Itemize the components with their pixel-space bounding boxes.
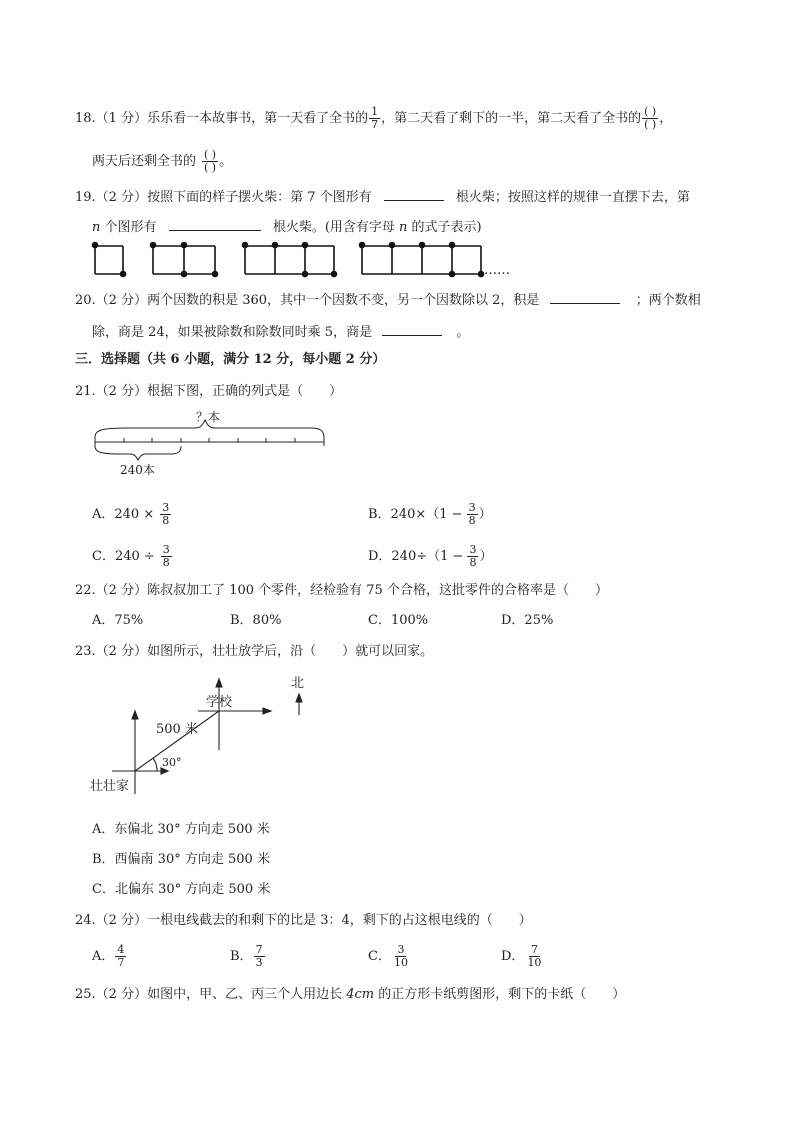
fraction-numerator: 7 <box>530 943 538 956</box>
q21-option-b-text: B．240×（1 − <box>368 507 463 522</box>
q24-option-b-fraction <box>254 944 265 969</box>
section-3-header: 三．选择题（共 6 小题，满分 12 分，每小题 2 分） <box>75 352 386 367</box>
fraction-numerator: 3 <box>397 943 405 956</box>
q19-text-3: 个图形有 <box>104 220 157 235</box>
angle-arc <box>153 758 157 771</box>
q24-option-a-label: A． <box>92 949 115 964</box>
q18-line2 <box>92 149 232 174</box>
label-home: 壮壮家 <box>90 779 130 794</box>
q19-line1 <box>75 186 690 207</box>
q22-stem: 22.（2 分）陈叔叔加工了 100 个零件，经检验有 75 个合格，这批零件的合格率是（ ） <box>75 583 608 598</box>
q22-option-b[interactable]: B．80% <box>230 613 282 628</box>
fraction-numerator: ( ) <box>644 105 657 118</box>
q21-segment-diagram <box>90 410 340 480</box>
q21-option-c-fraction <box>161 544 172 569</box>
q24-option-c-label: C． <box>368 949 391 964</box>
fraction-numerator: ( ) <box>204 148 217 161</box>
label-angle: 30° <box>162 756 182 769</box>
q23-option-b[interactable]: B．西偏南 30° 方向走 500 米 <box>92 852 270 867</box>
q19-text-4: 根火柴。(用含有字母 <box>272 220 395 235</box>
fraction-denominator: 10 <box>527 956 542 969</box>
matchstick-figures <box>90 238 530 278</box>
q24-option-a[interactable] <box>92 944 127 969</box>
q21-option-d-fraction <box>467 544 478 569</box>
q18-text-1: 18.（1 分）乐乐看一本故事书，第一天看了全书的 <box>75 111 369 126</box>
q20-blank-1[interactable] <box>550 289 620 304</box>
q21-option-c[interactable] <box>92 544 173 569</box>
q24-option-c[interactable] <box>368 944 411 969</box>
fraction-denominator: 8 <box>468 514 476 527</box>
q24-option-a-fraction <box>115 944 126 969</box>
q19-text-5: 的式子表示) <box>411 220 482 235</box>
matchstick-figure-2 <box>151 243 218 277</box>
q20-blank-2[interactable] <box>382 321 442 336</box>
q18-answer-fraction-2[interactable] <box>202 149 218 174</box>
fraction-denominator: 8 <box>469 556 477 569</box>
fraction-numerator: 3 <box>469 543 477 556</box>
q21-option-d-close: ） <box>479 549 493 564</box>
q25-text-1: 25.（2 分）如图中，甲、乙、丙三个人用边长 <box>75 987 343 1002</box>
q19-var-n: n <box>92 220 101 235</box>
q18-text-4: 两天后还剩全书的 <box>92 154 197 169</box>
q21-bottom-brace <box>95 446 181 460</box>
fraction-numerator: 4 <box>117 943 125 956</box>
q21-option-a-fraction <box>160 502 171 527</box>
q21-option-d-text: D．240÷（1 − <box>368 549 464 564</box>
fraction-denominator: 7 <box>117 956 125 969</box>
fraction-denominator: ( ) <box>204 161 217 174</box>
q18-text-3: ， <box>659 111 673 126</box>
fraction-numerator: 3 <box>162 543 170 556</box>
matchstick-figure-4 <box>360 243 484 277</box>
label-distance: 500 米 <box>156 722 198 737</box>
q18-line1 <box>75 106 672 131</box>
q20-text-3: 除，商是 24，如果被除数和除数同时乘 5，商是 <box>92 325 373 340</box>
matchstick-ellipsis: …… <box>484 263 510 278</box>
fraction-denominator: 8 <box>162 514 170 527</box>
q18-text-5: 。 <box>219 154 233 169</box>
fraction-denominator: ( ) <box>644 118 657 131</box>
q25-side-length: 4cm <box>346 987 375 1002</box>
q21-option-c-text: C．240 ÷ <box>92 549 155 564</box>
q24-option-c-fraction <box>392 944 410 969</box>
q22-option-d[interactable]: D．25% <box>501 613 554 628</box>
q24-option-b[interactable] <box>230 944 266 969</box>
q24-option-d[interactable] <box>501 944 544 969</box>
q23-option-a[interactable]: A．东偏北 30° 方向走 500 米 <box>92 822 270 837</box>
q19-text-2: 根火柴；按照这样的规律一直摆下去，第 <box>455 190 690 205</box>
matchstick-figure-3 <box>243 243 337 277</box>
fraction-numerator: 3 <box>468 501 476 514</box>
q19-blank-2[interactable] <box>169 216 261 231</box>
q19-var-n-2: n <box>399 220 408 235</box>
q25-stem <box>75 986 625 1004</box>
q21-label-unknown: ？本 <box>196 410 221 424</box>
q21-option-d[interactable] <box>368 544 492 569</box>
q20-text-4: 。 <box>456 325 470 340</box>
fraction-numerator: 1 <box>371 105 379 118</box>
q20-line2 <box>92 321 469 342</box>
q20-line1 <box>75 289 701 310</box>
label-school: 学校 <box>206 695 233 710</box>
fraction-denominator: 10 <box>393 956 408 969</box>
fraction-denominator: 3 <box>255 956 263 969</box>
label-north: 北 <box>291 676 305 691</box>
q21-stem: 21.（2 分）根据下图，正确的列式是（ ） <box>75 384 343 399</box>
q21-option-b[interactable] <box>368 502 492 527</box>
q19-line2 <box>92 216 482 237</box>
fraction-numerator: 3 <box>162 501 170 514</box>
q22-option-a[interactable]: A．75% <box>92 613 144 628</box>
matchstick-figure-1 <box>93 243 126 277</box>
q21-option-a-text: A．240 × <box>92 507 155 522</box>
q20-text-1: 20.（2 分）两个因数的积是 360，其中一个因数不变，另一个因数除以 2，积是 <box>75 293 540 308</box>
q23-direction-map <box>88 670 328 800</box>
q21-label-240: 240本 <box>120 463 155 477</box>
fraction-denominator: 8 <box>162 556 170 569</box>
north-indicator-arrow <box>296 694 302 702</box>
q21-option-a[interactable] <box>92 502 172 527</box>
q19-text-1: 19.（2 分）按照下面的样子摆火柴：第 7 个图形有 <box>75 190 372 205</box>
q18-answer-fraction-1[interactable] <box>642 106 658 131</box>
q24-option-d-fraction <box>525 944 543 969</box>
q24-option-b-label: B． <box>230 949 253 964</box>
q25-text-2: 的正方形卡纸剪图形，剩下的卡纸（ ） <box>378 987 626 1002</box>
q23-stem: 23.（2 分）如图所示，壮壮放学后，沿（ ）就可以回家。 <box>75 644 434 659</box>
q24-stem: 24.（2 分）一根电线截去的和剩下的比是 3：4，剩下的占这根电线的（ ） <box>75 913 532 928</box>
fraction-numerator: 7 <box>255 943 263 956</box>
q20-text-2: ；两个数相 <box>635 293 701 308</box>
q23-option-c[interactable]: C．北偏东 30° 方向走 500 米 <box>92 882 271 897</box>
fraction-denominator: 7 <box>371 118 379 131</box>
q21-option-b-close: ） <box>478 507 492 522</box>
q21-option-b-fraction <box>467 502 478 527</box>
q22-option-c[interactable]: C．100% <box>368 613 429 628</box>
q18-text-2: ，第二天看了剩下的一半，第二天看了全书的 <box>381 111 642 126</box>
q19-blank-1[interactable] <box>384 186 444 201</box>
q18-fraction-1-7 <box>369 106 380 131</box>
q24-option-d-label: D． <box>501 949 525 964</box>
